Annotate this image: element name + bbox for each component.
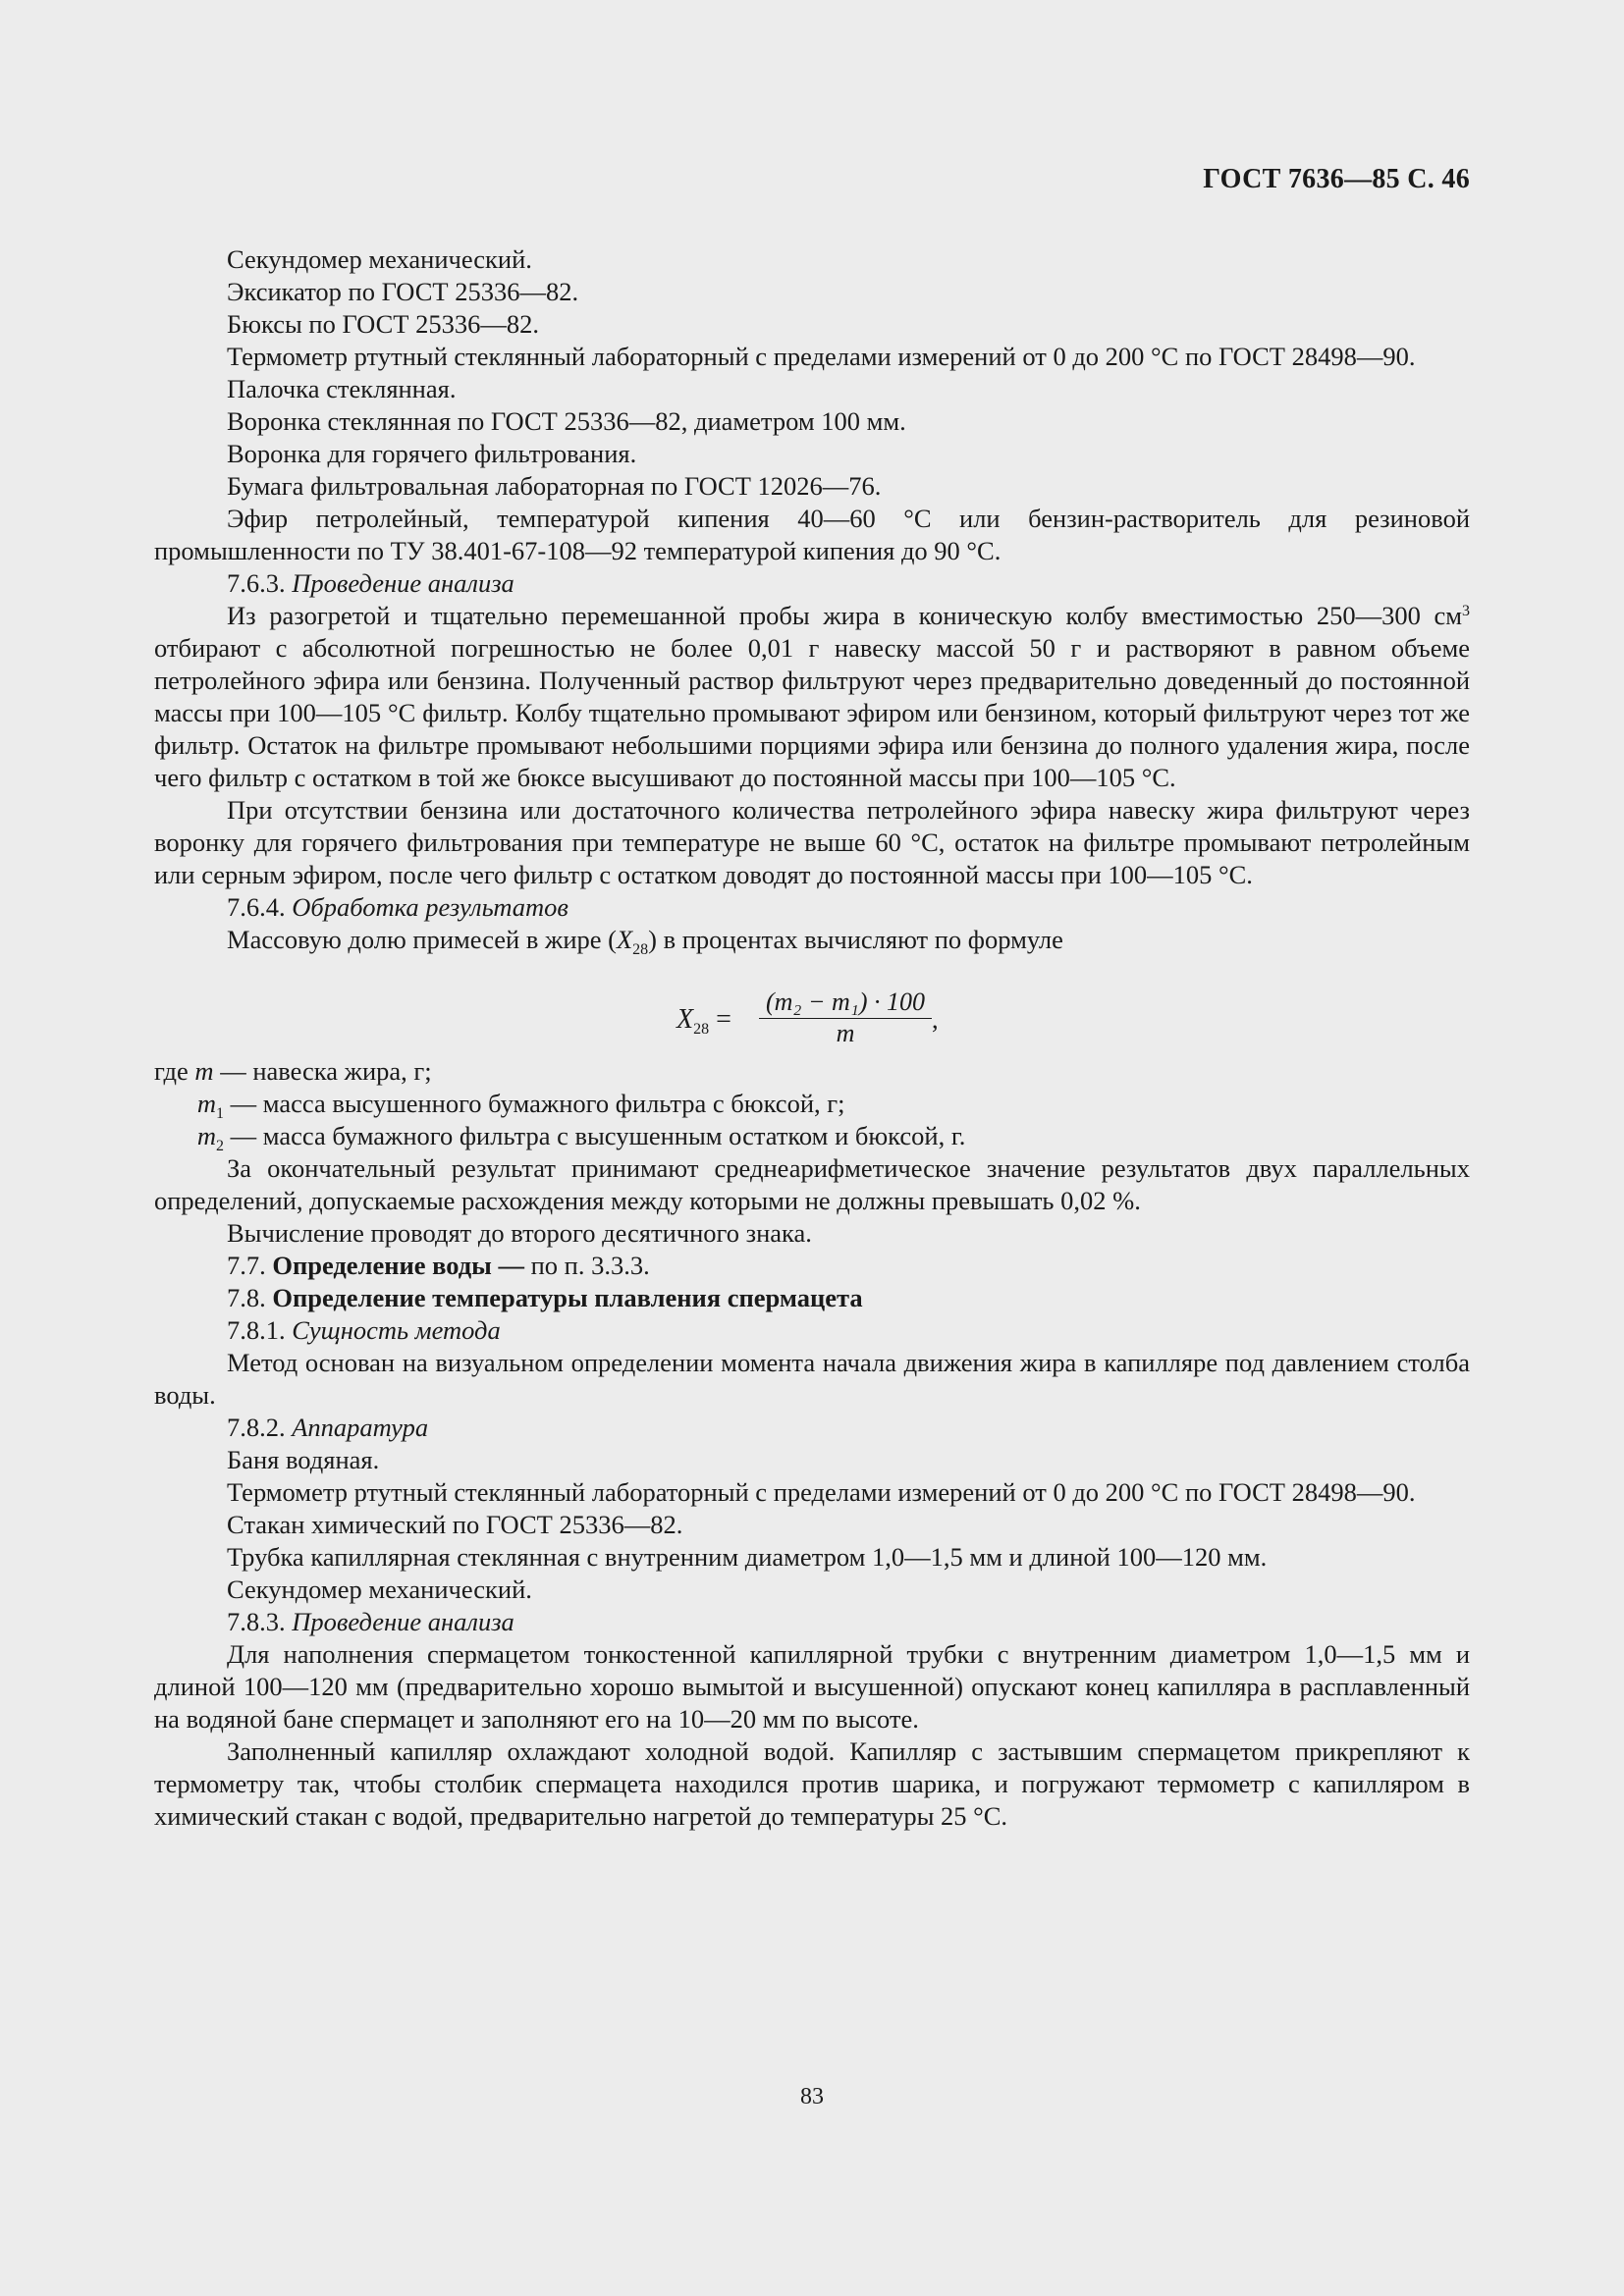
equipment-item: Трубка капиллярная стеклянная с внутренним диаметром 1,0—1,5 мм и длиной 100—120 мм. (227, 1542, 1268, 1572)
equipment-item: Термометр ртутный стеклянный лабораторный с пределами измерений от 0 до 200 °С по ГОСТ 28498—90. (227, 1477, 1416, 1507)
equipment-item: Секундомер механический. (227, 1575, 532, 1604)
formula: $X_{28}$ = $\frac{\text{(m₂ − m₁) · 100}}{m}$ , (677, 988, 939, 1047)
equipment-item: Воронка для горячего фильтрования. (227, 439, 637, 468)
equipment-item: Эксикатор по ГОСТ 25336—82. (227, 277, 579, 306)
document-page (154, 0, 1470, 2296)
page-header: ГОСТ 7636—85 С. 46 (1203, 164, 1470, 194)
section-heading-7-8-1: 7.8.1. Сущность метода (227, 1315, 501, 1345)
legend-item-m2: $m_2$ — масса бумажного фильтра с высушенным остатком и бюксой, г. (196, 1121, 966, 1154)
equipment-item: Секундомер механический. (227, 244, 532, 274)
paragraph-cooling: Заполненный капилляр охлаждают холодной водой. Капилляр с застывшим спермацетом прикрепляют к термометру так, чтобы столбик спермацета находился против шарика, и погружают термометр с капилляром в химический стакан с водой, предварительно нагретой до температуры 25 °С. (154, 1736, 1470, 1831)
section-heading-7-8-3: 7.8.3. Проведение анализа (227, 1607, 514, 1636)
section-heading-7-8-2: 7.8.2. Аппаратура (227, 1413, 429, 1442)
section-heading-7-6-4: 7.6.4. Обработка результатов (227, 892, 568, 922)
formula-lhs: $X_{28}$ = (677, 1004, 731, 1038)
legend-item-m1: $m_1$ — масса высушенного бумажного фильтра с бюксой, г; (196, 1089, 845, 1122)
paragraph-precision: Вычисление проводят до второго десятичного знака. (227, 1218, 812, 1248)
paragraph-method: Метод основан на визуальном определении момента начала движения жира в капилляре под давлением столба воды. (154, 1348, 1470, 1410)
equipment-item: Палочка стеклянная. (227, 374, 457, 403)
formula-numerator: (m₂ − m₁) · 100 (759, 988, 932, 1019)
paragraph-filling: Для наполнения спермацетом тонкостенной капиллярной трубки с внутренним диаметром 1,0—1,5 мм и длиной 100—120 мм (предварительно хорошо вымытой и высушенной) опускают конец капилляра в расплавленный на водяной бане спермацет и заполняют его на 10—20 мм по высоте. (154, 1639, 1470, 1734)
section-heading-7-6-3: 7.6.3. Проведение анализа (227, 568, 514, 598)
paragraph-formula-intro: Массовую долю примесей в жире $(X_{28})$ в процентах вычисляют по формуле (227, 925, 1063, 958)
legend-item-m: где m — навеска жира, г; (154, 1056, 432, 1086)
equipment-item: Бумага фильтровальная лабораторная по ГОСТ 12026—76. (227, 471, 882, 501)
page-number: 83 (800, 2084, 824, 2109)
formula-fraction (759, 988, 932, 1048)
equipment-item: Воронка стеклянная по ГОСТ 25336—82, диаметром 100 мм. (227, 406, 906, 436)
equipment-item: Эфир петролейный, температурой кипения 40—60 °С или бензин-растворитель для резиновой промышленности по ТУ 38.401-67-108—92 температурой кипения до 90 °С. (154, 504, 1470, 565)
equipment-item: Стакан химический по ГОСТ 25336—82. (227, 1510, 683, 1539)
equipment-item: Баня водяная. (227, 1445, 380, 1474)
formula-legend (154, 1055, 1470, 1152)
equipment-item: Термометр ртутный стеклянный лабораторный с пределами измерений от 0 до 200 °С по ГОСТ 28498—90. (227, 342, 1416, 371)
section-heading-7-8: 7.8. Определение температуры плавления спермацета (227, 1283, 863, 1312)
equipment-item: Бюксы по ГОСТ 25336—82. (227, 309, 539, 339)
paragraph-alternative: При отсутствии бензина или достаточного количества петролейного эфира навеску жира фильтруют через воронку для горячего фильтрования при температуре не выше 60 °С, остаток на фильтре промывают петролейным или серным эфиром, после чего фильтр с остатком доводят до постоянной массы при 100—105 °С. (154, 795, 1470, 889)
formula-denominator: m (836, 1019, 855, 1047)
paragraph-result: За окончательный результат принимают среднеарифметическое значение результатов двух параллельных определений, допускаемые расхождения между которыми не должны превышать 0,02 %. (154, 1153, 1470, 1215)
section-heading-7-7: 7.7. Определение воды — по п. 3.3.3. (227, 1251, 650, 1280)
document-body (154, 243, 1470, 1833)
paragraph-procedure: Из разогретой и тщательно перемешанной пробы жира в коническую колбу вместимостью 250—300 $см^3$ отбирают с абсолютной погрешностью не более 0,01 г навеску массой 50 г и растворяют в равном объеме петролейного эфира или бензина. Полученный раствор фильтруют через предварительно доведенный до постоянной массы при 100—105 °С фильтр. Колбу тщательно промывают эфиром или бензином, который фильтруют через тот же фильтр. Остаток на фильтре промывают небольшими порциями эфира или бензина до полного удаления жира, после чего фильтр с остатком в той же бюксе высушивают до постоянной массы при 100—105 °С. (154, 601, 1470, 792)
